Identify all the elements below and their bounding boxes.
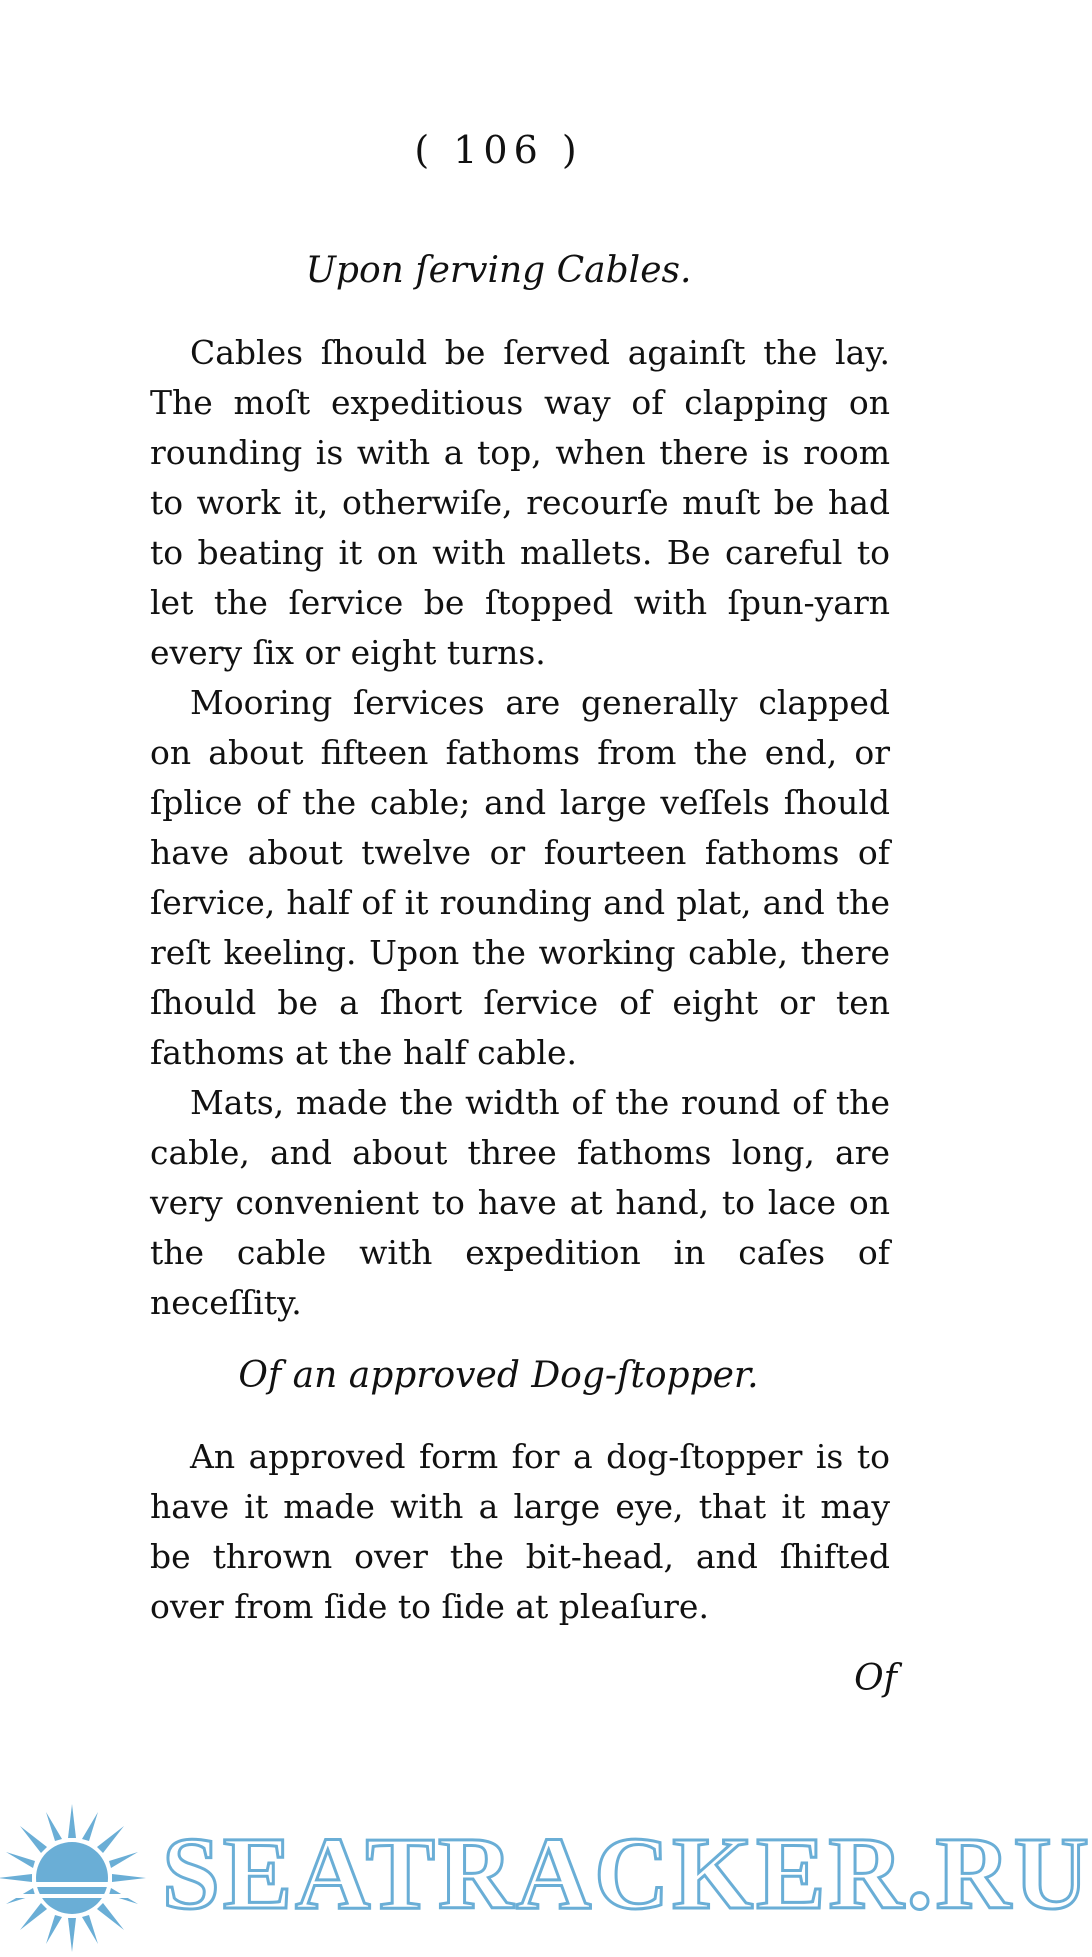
catchword: Of [854, 1658, 897, 1699]
paragraph: Cables ſhould be ſerved againſt the lay. The moſt expeditious way of clapping on rounding is with a top, when there is room to work it, otherwiſe, recourſe muſt be had to beating it on with mallets. Be careful to let the ſervice be ſtopped with ſpun-yarn every ſix or eight turns. [150, 333, 890, 672]
paragraph: An approved form for a dog-ſtopper is to have it made with a large eye, that it may be thrown over the bit-head, and ſhifted over from ſide to ſide at pleaſure. [150, 1437, 890, 1626]
paragraph: Mooring ſervices are generally clapped on about fifteen fathoms from the end, or ſplice of the cable; and large veſſels ſhould have about twelve or fourteen fathoms of ſervice, half of it rounding and plat, and the reſt keeling. Upon the working cable, there ſhould be a ſhort ſervice of eight or ten fathoms at the half cable. [150, 683, 890, 1072]
paragraph: Mats, made the width of the round of the cable, and about three fathoms long, are very convenient to have at hand, to lace on the cable with expedition in caſes of neceſſity. [150, 1083, 890, 1322]
sun-icon [0, 1804, 146, 1952]
section-heading: Of an approved Dog-ſtopper. [238, 1355, 759, 1396]
section-heading: Upon ſerving Cables. [305, 250, 692, 291]
watermark-text: SEATRACKER.RU [162, 1816, 1092, 1931]
page-number: ( 106 ) [414, 128, 583, 172]
